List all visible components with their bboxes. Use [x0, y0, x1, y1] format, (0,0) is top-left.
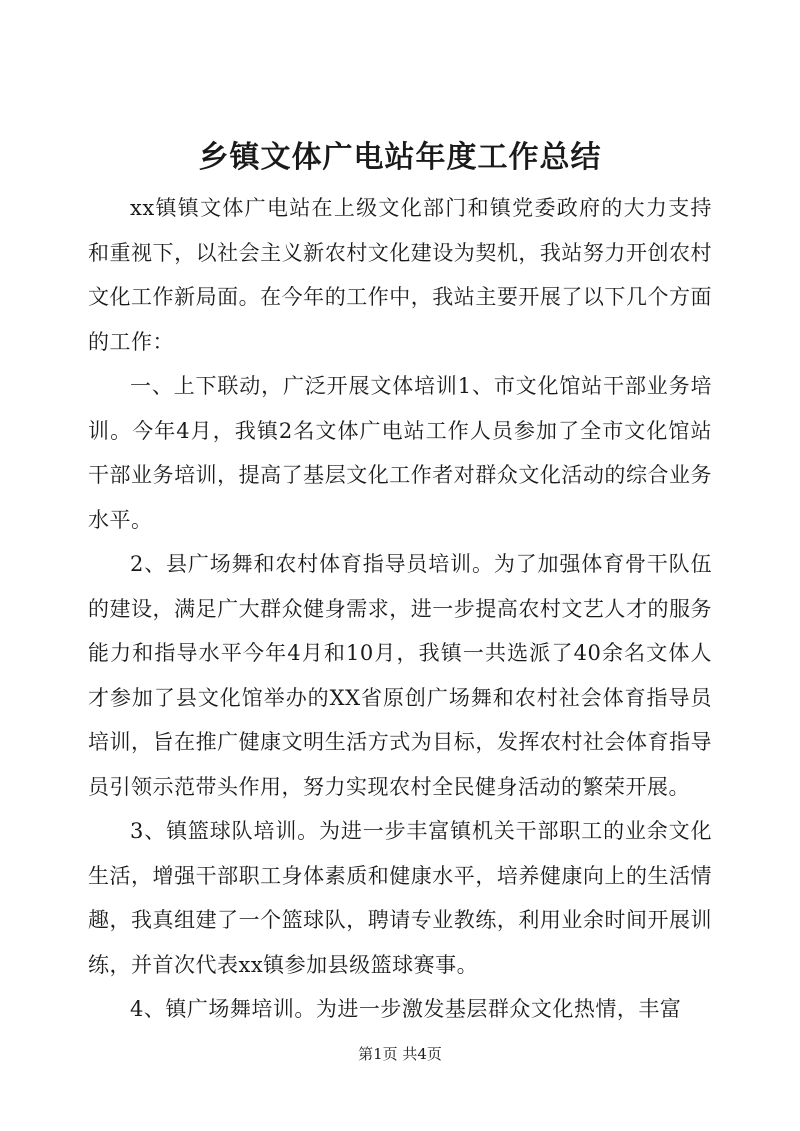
paragraph-intro: xx镇镇文体广电站在上级文化部门和镇党委政府的大力支持和重视下，以社会主义新农村文化建设为契机，我站努力开创农村文化工作新局面。在今年的工作中，我站主要开展了以下几个方面的工作：: [88, 196, 712, 354]
page-number-footer: 第1页 共4页: [358, 1045, 442, 1063]
paragraph-section-4: 4、镇广场舞培训。为进一步激发基层群众文化热情，丰富: [130, 997, 682, 1021]
paragraph-section-1: 一、上下联动，广泛开展文体培训1、市文化馆站干部业务培训。今年4月，我镇2名文体广电站工作人员参加了全市文化馆站干部业务培训，提高了基层文化工作者对群众文化活动的综合业务水平。: [88, 374, 712, 532]
document-title: 乡镇文体广电站年度工作总结: [198, 140, 602, 175]
paragraph-section-2: 2、县广场舞和农村体育指导员培训。为了加强体育骨干队伍的建设，满足广大群众健身需求，进一步提高农村文艺人才的服务能力和指导水平今年4月和10月，我镇一共选派了40余名文体人才参加了县文化馆举办的XX省原创广场舞和农村社会体育指导员培训，旨在推广健康文明生活方式为目标，发挥农村社会体育指导员引领示范带头作用，努力实现农村全民健身活动的繁荣开展。: [88, 552, 712, 799]
paragraph-section-3: 3、镇篮球队培训。为进一步丰富镇机关干部职工的业余文化生活，增强干部职工身体素质和健康水平，培养健康向上的生活情趣，我真组建了一个篮球队，聘请专业教练，利用业余时间开展训练，并首次代表xx镇参加县级篮球赛事。: [88, 819, 712, 977]
document-body: [88, 186, 712, 1032]
